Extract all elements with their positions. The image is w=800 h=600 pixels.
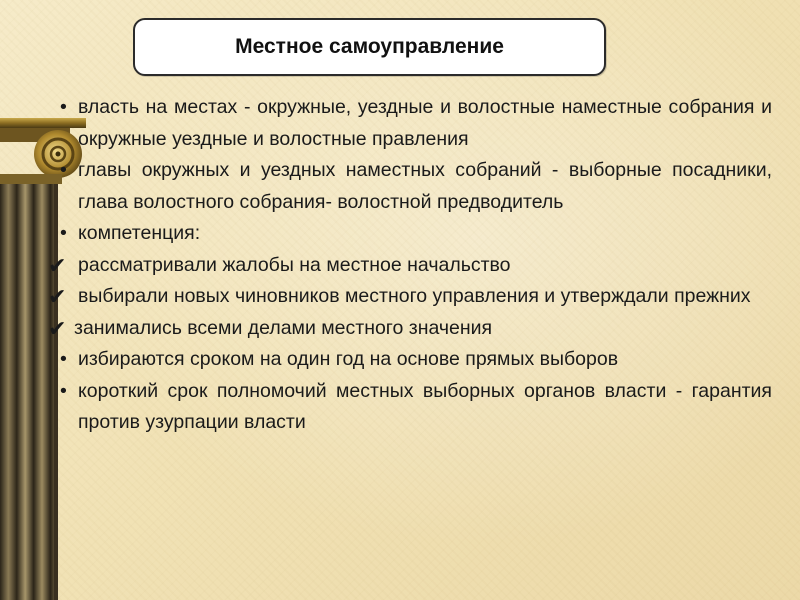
bullet-marker: • (60, 96, 67, 118)
list-item (48, 250, 772, 282)
bullet-marker: • (60, 222, 67, 244)
list-item-text: выбирали новых чиновников местного управления и утверждали прежних (78, 285, 751, 307)
checkmark-icon: ✔ (48, 284, 67, 309)
bullet-marker: • (60, 379, 67, 402)
list-item-text: компетенция: (78, 222, 201, 244)
bullet-marker: • (60, 159, 67, 181)
list-item-text: занимались всеми делами местного значения (74, 316, 493, 339)
checkmark-icon: ✔ (48, 315, 67, 341)
bullet-marker: • (60, 348, 67, 370)
bullet-list (48, 92, 772, 439)
checkmark-icon: ✔ (48, 252, 67, 278)
list-item (48, 155, 772, 218)
list-item (48, 218, 772, 250)
slide-title: Местное самоуправление (235, 35, 504, 58)
list-item (48, 344, 772, 376)
list-item (48, 92, 772, 155)
list-item (48, 313, 772, 345)
list-item-text: рассматривали жалобы на местное начальство (78, 253, 511, 276)
list-item-text: главы окружных и уездных наместных собраний - выборные посадники, глава волостного собрания- волостной предводитель (78, 159, 772, 213)
list-item (48, 281, 772, 313)
list-item (48, 376, 772, 439)
list-item-text: избираются сроком на один год на основе прямых выборов (78, 348, 619, 370)
list-item-text: короткий срок полномочий местных выборных органов власти - гарантия против узурпации власти (78, 379, 772, 433)
slide-title-box (133, 18, 606, 76)
list-item-text: власть на местах - окружные, уездные и волостные наместные собрания и окружные уездные и волостные правления (78, 96, 772, 150)
